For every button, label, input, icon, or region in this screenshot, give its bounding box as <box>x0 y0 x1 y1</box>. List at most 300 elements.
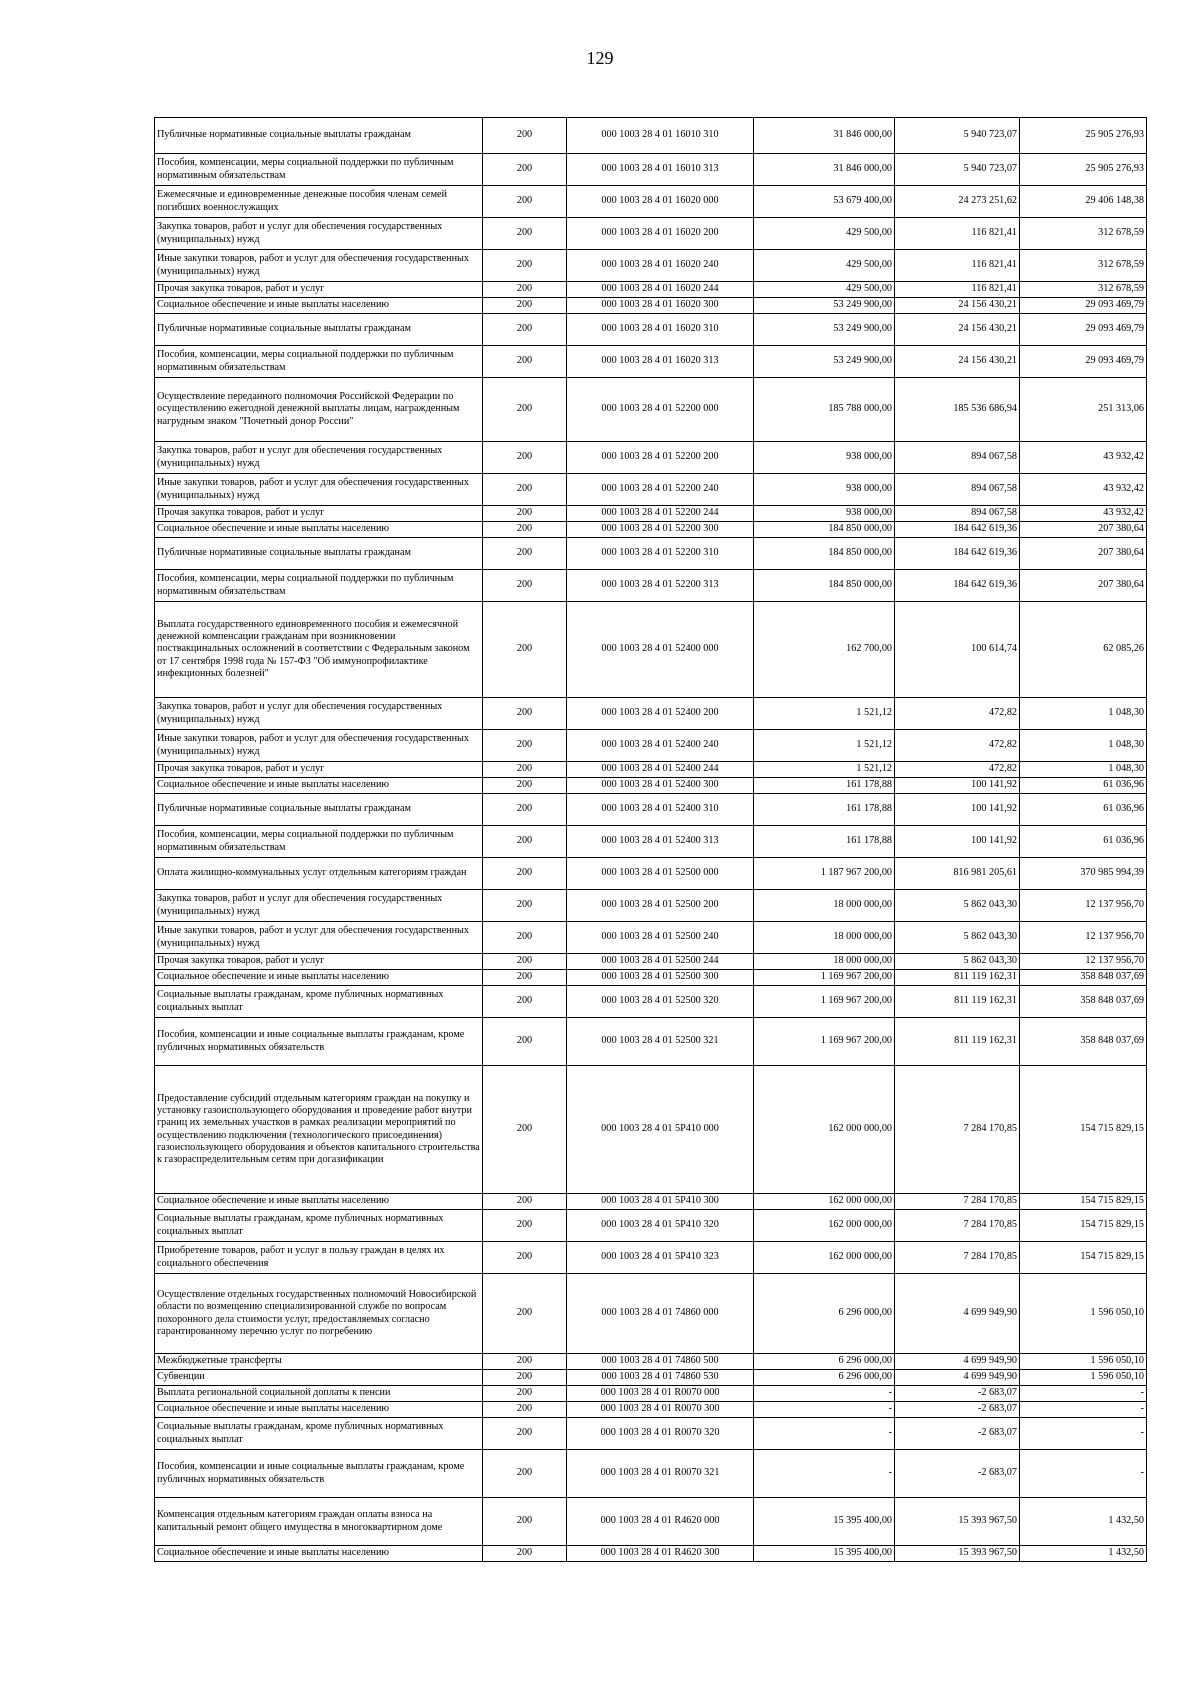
table-row <box>155 474 1147 506</box>
row-code-cell: 200 <box>483 378 567 442</box>
table-row <box>155 442 1147 474</box>
row-code-cell: 200 <box>483 218 567 250</box>
row-remaining-cell: 358 848 037,69 <box>1020 970 1147 986</box>
row-executed-cell: 811 119 162,31 <box>895 1018 1020 1066</box>
row-kbk-cell: 000 1003 28 4 01 16020 300 <box>567 298 754 314</box>
row-code-cell: 200 <box>483 778 567 794</box>
row-approved-cell: 938 000,00 <box>754 442 895 474</box>
row-code-cell: 200 <box>483 1418 567 1450</box>
row-remaining-cell: - <box>1020 1386 1147 1402</box>
row-code-cell: 200 <box>483 602 567 698</box>
row-executed-cell: 7 284 170,85 <box>895 1242 1020 1274</box>
row-remaining-cell: 43 932,42 <box>1020 474 1147 506</box>
row-remaining-cell: 251 313,06 <box>1020 378 1147 442</box>
row-executed-cell: 7 284 170,85 <box>895 1194 1020 1210</box>
row-remaining-cell: 61 036,96 <box>1020 794 1147 826</box>
row-kbk-cell: 000 1003 28 4 01 R4620 000 <box>567 1498 754 1546</box>
row-name-cell: Прочая закупка товаров, работ и услуг <box>155 282 483 298</box>
row-name-cell: Пособия, компенсации, меры социальной поддержки по публичным нормативным обязательствам <box>155 570 483 602</box>
row-code-cell: 200 <box>483 1066 567 1194</box>
row-name-cell: Пособия, компенсации, меры социальной поддержки по публичным нормативным обязательствам <box>155 346 483 378</box>
row-executed-cell: 116 821,41 <box>895 250 1020 282</box>
row-remaining-cell: 12 137 956,70 <box>1020 922 1147 954</box>
row-code-cell: 200 <box>483 1370 567 1386</box>
table-row <box>155 858 1147 890</box>
budget-execution-table <box>154 117 1147 1562</box>
row-name-cell: Прочая закупка товаров, работ и услуг <box>155 954 483 970</box>
row-name-cell: Закупка товаров, работ и услуг для обеспечения государственных (муниципальных) нужд <box>155 698 483 730</box>
row-code-cell: 200 <box>483 474 567 506</box>
row-remaining-cell: 207 380,64 <box>1020 570 1147 602</box>
row-name-cell: Публичные нормативные социальные выплаты гражданам <box>155 794 483 826</box>
row-kbk-cell: 000 1003 28 4 01 5Р410 000 <box>567 1066 754 1194</box>
row-code-cell: 200 <box>483 154 567 186</box>
row-kbk-cell: 000 1003 28 4 01 16010 310 <box>567 118 754 154</box>
row-executed-cell: 184 642 619,36 <box>895 570 1020 602</box>
row-approved-cell: 162 000 000,00 <box>754 1210 895 1242</box>
row-remaining-cell: 29 093 469,79 <box>1020 314 1147 346</box>
row-approved-cell: 1 169 967 200,00 <box>754 1018 895 1066</box>
row-approved-cell: 185 788 000,00 <box>754 378 895 442</box>
row-kbk-cell: 000 1003 28 4 01 16020 310 <box>567 314 754 346</box>
row-approved-cell: 31 846 000,00 <box>754 154 895 186</box>
row-remaining-cell: 1 596 050,10 <box>1020 1370 1147 1386</box>
row-kbk-cell: 000 1003 28 4 01 5Р410 320 <box>567 1210 754 1242</box>
row-approved-cell: 18 000 000,00 <box>754 954 895 970</box>
row-approved-cell: 429 500,00 <box>754 250 895 282</box>
row-executed-cell: 7 284 170,85 <box>895 1066 1020 1194</box>
row-executed-cell: 5 940 723,07 <box>895 118 1020 154</box>
row-remaining-cell: 43 932,42 <box>1020 506 1147 522</box>
row-approved-cell: 1 169 967 200,00 <box>754 986 895 1018</box>
row-kbk-cell: 000 1003 28 4 01 R0070 300 <box>567 1402 754 1418</box>
row-name-cell: Иные закупки товаров, работ и услуг для обеспечения государственных (муниципальных) нужд <box>155 922 483 954</box>
row-remaining-cell: 1 432,50 <box>1020 1546 1147 1562</box>
row-kbk-cell: 000 1003 28 4 01 52200 310 <box>567 538 754 570</box>
row-approved-cell: 161 178,88 <box>754 826 895 858</box>
row-code-cell: 200 <box>483 1274 567 1354</box>
row-name-cell: Закупка товаров, работ и услуг для обеспечения государственных (муниципальных) нужд <box>155 218 483 250</box>
row-executed-cell: 5 862 043,30 <box>895 954 1020 970</box>
row-remaining-cell: 25 905 276,93 <box>1020 118 1147 154</box>
row-executed-cell: 7 284 170,85 <box>895 1210 1020 1242</box>
table-row <box>155 522 1147 538</box>
row-executed-cell: 116 821,41 <box>895 282 1020 298</box>
row-kbk-cell: 000 1003 28 4 01 16020 240 <box>567 250 754 282</box>
row-approved-cell: 938 000,00 <box>754 474 895 506</box>
row-name-cell: Осуществление отдельных государственных полномочий Новосибирской области по возмещению специализированной службе по вопросам похоронного дела стоимости услуг, предоставляемых согласно гарантированному перечню услуг по погребению <box>155 1274 483 1354</box>
table-row <box>155 778 1147 794</box>
row-remaining-cell: 43 932,42 <box>1020 442 1147 474</box>
table-body <box>155 118 1147 1562</box>
row-code-cell: 200 <box>483 1354 567 1370</box>
row-approved-cell: 161 178,88 <box>754 778 895 794</box>
table-row <box>155 1210 1147 1242</box>
row-remaining-cell: 61 036,96 <box>1020 778 1147 794</box>
row-remaining-cell: 12 137 956,70 <box>1020 954 1147 970</box>
row-approved-cell: 162 000 000,00 <box>754 1194 895 1210</box>
row-code-cell: 200 <box>483 1018 567 1066</box>
row-name-cell: Предоставление субсидий отдельным категориям граждан на покупку и установку газоиспользующего оборудования и проведение работ внутри границ их земельных участков в рамках реализации мероприятий по осуществлению подключения (технологического присоединения) газоиспользующего оборудования и объектов капитального строительства к газораспределительным сетям при догазификации <box>155 1066 483 1194</box>
row-kbk-cell: 000 1003 28 4 01 52500 321 <box>567 1018 754 1066</box>
row-remaining-cell: 29 093 469,79 <box>1020 298 1147 314</box>
row-executed-cell: 811 119 162,31 <box>895 986 1020 1018</box>
row-name-cell: Прочая закупка товаров, работ и услуг <box>155 506 483 522</box>
row-approved-cell: 162 000 000,00 <box>754 1242 895 1274</box>
row-remaining-cell: 62 085,26 <box>1020 602 1147 698</box>
row-name-cell: Иные закупки товаров, работ и услуг для обеспечения государственных (муниципальных) нужд <box>155 730 483 762</box>
row-code-cell: 200 <box>483 762 567 778</box>
row-kbk-cell: 000 1003 28 4 01 52400 244 <box>567 762 754 778</box>
row-approved-cell: 53 249 900,00 <box>754 298 895 314</box>
row-code-cell: 200 <box>483 1546 567 1562</box>
page-number: 129 <box>586 48 614 68</box>
row-code-cell: 200 <box>483 282 567 298</box>
row-kbk-cell: 000 1003 28 4 01 R0070 320 <box>567 1418 754 1450</box>
row-remaining-cell: 312 678,59 <box>1020 250 1147 282</box>
row-approved-cell: 6 296 000,00 <box>754 1274 895 1354</box>
row-remaining-cell: 25 905 276,93 <box>1020 154 1147 186</box>
row-name-cell: Межбюджетные трансферты <box>155 1354 483 1370</box>
row-code-cell: 200 <box>483 1210 567 1242</box>
row-name-cell: Оплата жилищно-коммунальных услуг отдельным категориям граждан <box>155 858 483 890</box>
row-executed-cell: 4 699 949,90 <box>895 1370 1020 1386</box>
row-executed-cell: 100 141,92 <box>895 778 1020 794</box>
table-row <box>155 282 1147 298</box>
row-name-cell: Иные закупки товаров, работ и услуг для обеспечения государственных (муниципальных) нужд <box>155 474 483 506</box>
row-approved-cell: 938 000,00 <box>754 506 895 522</box>
row-kbk-cell: 000 1003 28 4 01 52200 244 <box>567 506 754 522</box>
row-kbk-cell: 000 1003 28 4 01 52500 300 <box>567 970 754 986</box>
row-executed-cell: 894 067,58 <box>895 442 1020 474</box>
row-name-cell: Прочая закупка товаров, работ и услуг <box>155 762 483 778</box>
table-row <box>155 186 1147 218</box>
table-row <box>155 218 1147 250</box>
row-name-cell: Социальное обеспечение и иные выплаты населению <box>155 970 483 986</box>
row-remaining-cell: 29 406 148,38 <box>1020 186 1147 218</box>
table-row <box>155 1066 1147 1194</box>
row-kbk-cell: 000 1003 28 4 01 16010 313 <box>567 154 754 186</box>
row-kbk-cell: 000 1003 28 4 01 52500 244 <box>567 954 754 970</box>
row-name-cell: Социальные выплаты гражданам, кроме публичных нормативных социальных выплат <box>155 1210 483 1242</box>
row-code-cell: 200 <box>483 1242 567 1274</box>
row-name-cell: Социальные выплаты гражданам, кроме публичных нормативных социальных выплат <box>155 1418 483 1450</box>
row-kbk-cell: 000 1003 28 4 01 52500 200 <box>567 890 754 922</box>
row-approved-cell: - <box>754 1386 895 1402</box>
row-executed-cell: 100 141,92 <box>895 826 1020 858</box>
row-executed-cell: 472,82 <box>895 698 1020 730</box>
row-executed-cell: 894 067,58 <box>895 506 1020 522</box>
row-remaining-cell: 1 048,30 <box>1020 730 1147 762</box>
table-row <box>155 890 1147 922</box>
row-executed-cell: 816 981 205,61 <box>895 858 1020 890</box>
table-row <box>155 1402 1147 1418</box>
row-name-cell: Социальное обеспечение и иные выплаты населению <box>155 1402 483 1418</box>
row-remaining-cell: 370 985 994,39 <box>1020 858 1147 890</box>
row-approved-cell: 1 521,12 <box>754 762 895 778</box>
table-row <box>155 1018 1147 1066</box>
row-kbk-cell: 000 1003 28 4 01 52200 313 <box>567 570 754 602</box>
row-executed-cell: 24 156 430,21 <box>895 346 1020 378</box>
row-approved-cell: 1 169 967 200,00 <box>754 970 895 986</box>
table-row <box>155 602 1147 698</box>
row-name-cell: Социальное обеспечение и иные выплаты населению <box>155 298 483 314</box>
row-name-cell: Публичные нормативные социальные выплаты гражданам <box>155 538 483 570</box>
row-code-cell: 200 <box>483 1450 567 1498</box>
table-row <box>155 506 1147 522</box>
row-kbk-cell: 000 1003 28 4 01 52200 000 <box>567 378 754 442</box>
table-row <box>155 986 1147 1018</box>
table-row <box>155 570 1147 602</box>
row-remaining-cell: 12 137 956,70 <box>1020 890 1147 922</box>
row-executed-cell: 184 642 619,36 <box>895 522 1020 538</box>
row-approved-cell: 31 846 000,00 <box>754 118 895 154</box>
row-remaining-cell: 312 678,59 <box>1020 282 1147 298</box>
row-name-cell: Социальные выплаты гражданам, кроме публичных нормативных социальных выплат <box>155 986 483 1018</box>
table-row <box>155 1370 1147 1386</box>
row-name-cell: Социальное обеспечение и иные выплаты населению <box>155 778 483 794</box>
row-approved-cell: 162 700,00 <box>754 602 895 698</box>
row-kbk-cell: 000 1003 28 4 01 74860 500 <box>567 1354 754 1370</box>
row-remaining-cell: 1 432,50 <box>1020 1498 1147 1546</box>
table-row <box>155 970 1147 986</box>
row-remaining-cell: 154 715 829,15 <box>1020 1210 1147 1242</box>
row-approved-cell: 15 395 400,00 <box>754 1546 895 1562</box>
row-code-cell: 200 <box>483 698 567 730</box>
row-executed-cell: 184 642 619,36 <box>895 538 1020 570</box>
row-code-cell: 200 <box>483 826 567 858</box>
row-kbk-cell: 000 1003 28 4 01 74860 530 <box>567 1370 754 1386</box>
row-kbk-cell: 000 1003 28 4 01 52400 000 <box>567 602 754 698</box>
row-executed-cell: 15 393 967,50 <box>895 1546 1020 1562</box>
row-name-cell: Закупка товаров, работ и услуг для обеспечения государственных (муниципальных) нужд <box>155 890 483 922</box>
row-code-cell: 200 <box>483 570 567 602</box>
row-code-cell: 200 <box>483 346 567 378</box>
row-code-cell: 200 <box>483 522 567 538</box>
row-kbk-cell: 000 1003 28 4 01 R0070 321 <box>567 1450 754 1498</box>
row-name-cell: Публичные нормативные социальные выплаты гражданам <box>155 314 483 346</box>
row-kbk-cell: 000 1003 28 4 01 52400 200 <box>567 698 754 730</box>
row-executed-cell: -2 683,07 <box>895 1402 1020 1418</box>
row-name-cell: Приобретение товаров, работ и услуг в пользу граждан в целях их социального обеспечения <box>155 1242 483 1274</box>
row-approved-cell: 1 521,12 <box>754 698 895 730</box>
table-row <box>155 314 1147 346</box>
table-row <box>155 1242 1147 1274</box>
row-remaining-cell: 1 596 050,10 <box>1020 1354 1147 1370</box>
row-approved-cell: 184 850 000,00 <box>754 522 895 538</box>
row-executed-cell: 24 273 251,62 <box>895 186 1020 218</box>
row-approved-cell: 18 000 000,00 <box>754 922 895 954</box>
row-executed-cell: 472,82 <box>895 762 1020 778</box>
row-kbk-cell: 000 1003 28 4 01 52500 240 <box>567 922 754 954</box>
row-remaining-cell: 1 596 050,10 <box>1020 1274 1147 1354</box>
row-approved-cell: 184 850 000,00 <box>754 538 895 570</box>
row-code-cell: 200 <box>483 730 567 762</box>
row-code-cell: 200 <box>483 794 567 826</box>
row-executed-cell: 24 156 430,21 <box>895 314 1020 346</box>
row-approved-cell: 162 000 000,00 <box>754 1066 895 1194</box>
table-row <box>155 378 1147 442</box>
row-kbk-cell: 000 1003 28 4 01 52500 320 <box>567 986 754 1018</box>
row-name-cell: Закупка товаров, работ и услуг для обеспечения государственных (муниципальных) нужд <box>155 442 483 474</box>
row-executed-cell: 5 862 043,30 <box>895 890 1020 922</box>
row-executed-cell: 100 141,92 <box>895 794 1020 826</box>
table-row <box>155 298 1147 314</box>
row-remaining-cell: 207 380,64 <box>1020 522 1147 538</box>
table-row <box>155 1274 1147 1354</box>
row-approved-cell: 53 679 400,00 <box>754 186 895 218</box>
row-code-cell: 200 <box>483 970 567 986</box>
row-executed-cell: 472,82 <box>895 730 1020 762</box>
table-row <box>155 1386 1147 1402</box>
row-kbk-cell: 000 1003 28 4 01 16020 313 <box>567 346 754 378</box>
row-remaining-cell: - <box>1020 1450 1147 1498</box>
table-row <box>155 154 1147 186</box>
row-executed-cell: 15 393 967,50 <box>895 1498 1020 1546</box>
row-name-cell: Субвенции <box>155 1370 483 1386</box>
row-approved-cell: 15 395 400,00 <box>754 1498 895 1546</box>
row-code-cell: 200 <box>483 314 567 346</box>
row-code-cell: 200 <box>483 858 567 890</box>
table-row <box>155 762 1147 778</box>
row-executed-cell: -2 683,07 <box>895 1450 1020 1498</box>
row-kbk-cell: 000 1003 28 4 01 5Р410 323 <box>567 1242 754 1274</box>
row-executed-cell: -2 683,07 <box>895 1418 1020 1450</box>
row-approved-cell: 184 850 000,00 <box>754 570 895 602</box>
table-row <box>155 538 1147 570</box>
row-executed-cell: 5 940 723,07 <box>895 154 1020 186</box>
row-name-cell: Компенсация отдельным категориям граждан оплаты взноса на капитальный ремонт общего имущества в многоквартирном доме <box>155 1498 483 1546</box>
table-row <box>155 1498 1147 1546</box>
row-remaining-cell: - <box>1020 1402 1147 1418</box>
row-code-cell: 200 <box>483 1386 567 1402</box>
row-kbk-cell: 000 1003 28 4 01 R4620 300 <box>567 1546 754 1562</box>
row-code-cell: 200 <box>483 1194 567 1210</box>
row-approved-cell: - <box>754 1418 895 1450</box>
row-name-cell: Пособия, компенсации и иные социальные выплаты гражданам, кроме публичных нормативных обязательств <box>155 1450 483 1498</box>
row-executed-cell: 4 699 949,90 <box>895 1354 1020 1370</box>
row-approved-cell: 1 521,12 <box>754 730 895 762</box>
row-remaining-cell: 29 093 469,79 <box>1020 346 1147 378</box>
row-executed-cell: 811 119 162,31 <box>895 970 1020 986</box>
row-remaining-cell: - <box>1020 1418 1147 1450</box>
row-kbk-cell: 000 1003 28 4 01 52200 200 <box>567 442 754 474</box>
row-kbk-cell: 000 1003 28 4 01 52500 000 <box>567 858 754 890</box>
row-code-cell: 200 <box>483 1498 567 1546</box>
row-approved-cell: 6 296 000,00 <box>754 1370 895 1386</box>
row-kbk-cell: 000 1003 28 4 01 52400 300 <box>567 778 754 794</box>
row-approved-cell: 6 296 000,00 <box>754 1354 895 1370</box>
table-row <box>155 346 1147 378</box>
row-code-cell: 200 <box>483 298 567 314</box>
table-row <box>155 1354 1147 1370</box>
row-kbk-cell: 000 1003 28 4 01 R0070 000 <box>567 1386 754 1402</box>
row-approved-cell: 53 249 900,00 <box>754 314 895 346</box>
row-kbk-cell: 000 1003 28 4 01 16020 244 <box>567 282 754 298</box>
row-code-cell: 200 <box>483 250 567 282</box>
row-approved-cell: 429 500,00 <box>754 282 895 298</box>
table-row <box>155 730 1147 762</box>
row-remaining-cell: 312 678,59 <box>1020 218 1147 250</box>
row-code-cell: 200 <box>483 186 567 218</box>
row-name-cell: Выплата региональной социальной доплаты к пенсии <box>155 1386 483 1402</box>
row-executed-cell: 116 821,41 <box>895 218 1020 250</box>
row-name-cell: Иные закупки товаров, работ и услуг для обеспечения государственных (муниципальных) нужд <box>155 250 483 282</box>
row-approved-cell: 1 187 967 200,00 <box>754 858 895 890</box>
table-row <box>155 922 1147 954</box>
row-code-cell: 200 <box>483 506 567 522</box>
table-row <box>155 250 1147 282</box>
row-name-cell: Пособия, компенсации и иные социальные выплаты гражданам, кроме публичных нормативных обязательств <box>155 1018 483 1066</box>
row-approved-cell: 429 500,00 <box>754 218 895 250</box>
row-name-cell: Выплата государственного единовременного пособия и ежемесячной денежной компенсации гражданам при возникновении поствакцинальных осложнений в соответствии с Федеральным законом от 17 сентября 1998 года № 157-ФЗ "Об иммунопрофилактике инфекционных болезней" <box>155 602 483 698</box>
row-kbk-cell: 000 1003 28 4 01 16020 200 <box>567 218 754 250</box>
row-kbk-cell: 000 1003 28 4 01 74860 000 <box>567 1274 754 1354</box>
row-name-cell: Социальное обеспечение и иные выплаты населению <box>155 1194 483 1210</box>
row-approved-cell: 161 178,88 <box>754 794 895 826</box>
row-executed-cell: 5 862 043,30 <box>895 922 1020 954</box>
table-row <box>155 794 1147 826</box>
row-remaining-cell: 154 715 829,15 <box>1020 1242 1147 1274</box>
row-approved-cell: 18 000 000,00 <box>754 890 895 922</box>
row-executed-cell: 100 614,74 <box>895 602 1020 698</box>
row-executed-cell: 24 156 430,21 <box>895 298 1020 314</box>
row-code-cell: 200 <box>483 442 567 474</box>
row-name-cell: Пособия, компенсации, меры социальной поддержки по публичным нормативным обязательствам <box>155 826 483 858</box>
table-row <box>155 1450 1147 1498</box>
row-code-cell: 200 <box>483 986 567 1018</box>
row-kbk-cell: 000 1003 28 4 01 16020 000 <box>567 186 754 218</box>
table-row <box>155 1546 1147 1562</box>
row-remaining-cell: 1 048,30 <box>1020 762 1147 778</box>
table-row <box>155 118 1147 154</box>
row-kbk-cell: 000 1003 28 4 01 52400 240 <box>567 730 754 762</box>
row-remaining-cell: 207 380,64 <box>1020 538 1147 570</box>
row-kbk-cell: 000 1003 28 4 01 52200 300 <box>567 522 754 538</box>
row-remaining-cell: 154 715 829,15 <box>1020 1066 1147 1194</box>
row-name-cell: Ежемесячные и единовременные денежные пособия членам семей погибших военнослужащих <box>155 186 483 218</box>
row-remaining-cell: 154 715 829,15 <box>1020 1194 1147 1210</box>
row-remaining-cell: 1 048,30 <box>1020 698 1147 730</box>
table-row <box>155 954 1147 970</box>
row-kbk-cell: 000 1003 28 4 01 52200 240 <box>567 474 754 506</box>
row-remaining-cell: 358 848 037,69 <box>1020 1018 1147 1066</box>
row-remaining-cell: 358 848 037,69 <box>1020 986 1147 1018</box>
row-code-cell: 200 <box>483 890 567 922</box>
row-approved-cell: - <box>754 1450 895 1498</box>
row-executed-cell: -2 683,07 <box>895 1386 1020 1402</box>
table-row <box>155 826 1147 858</box>
row-name-cell: Пособия, компенсации, меры социальной поддержки по публичным нормативным обязательствам <box>155 154 483 186</box>
row-kbk-cell: 000 1003 28 4 01 52400 313 <box>567 826 754 858</box>
row-name-cell: Публичные нормативные социальные выплаты гражданам <box>155 118 483 154</box>
row-code-cell: 200 <box>483 922 567 954</box>
row-executed-cell: 185 536 686,94 <box>895 378 1020 442</box>
row-kbk-cell: 000 1003 28 4 01 52400 310 <box>567 794 754 826</box>
row-name-cell: Осуществление переданного полномочия Российской Федерации по осуществлению ежегодной денежной выплаты лицам, награжденным нагрудным знаком "Почетный донор России" <box>155 378 483 442</box>
row-remaining-cell: 61 036,96 <box>1020 826 1147 858</box>
row-approved-cell: 53 249 900,00 <box>754 346 895 378</box>
table-row <box>155 698 1147 730</box>
row-executed-cell: 894 067,58 <box>895 474 1020 506</box>
row-code-cell: 200 <box>483 118 567 154</box>
row-approved-cell: - <box>754 1402 895 1418</box>
table-row <box>155 1194 1147 1210</box>
table-row <box>155 1418 1147 1450</box>
row-code-cell: 200 <box>483 538 567 570</box>
row-executed-cell: 4 699 949,90 <box>895 1274 1020 1354</box>
row-code-cell: 200 <box>483 954 567 970</box>
